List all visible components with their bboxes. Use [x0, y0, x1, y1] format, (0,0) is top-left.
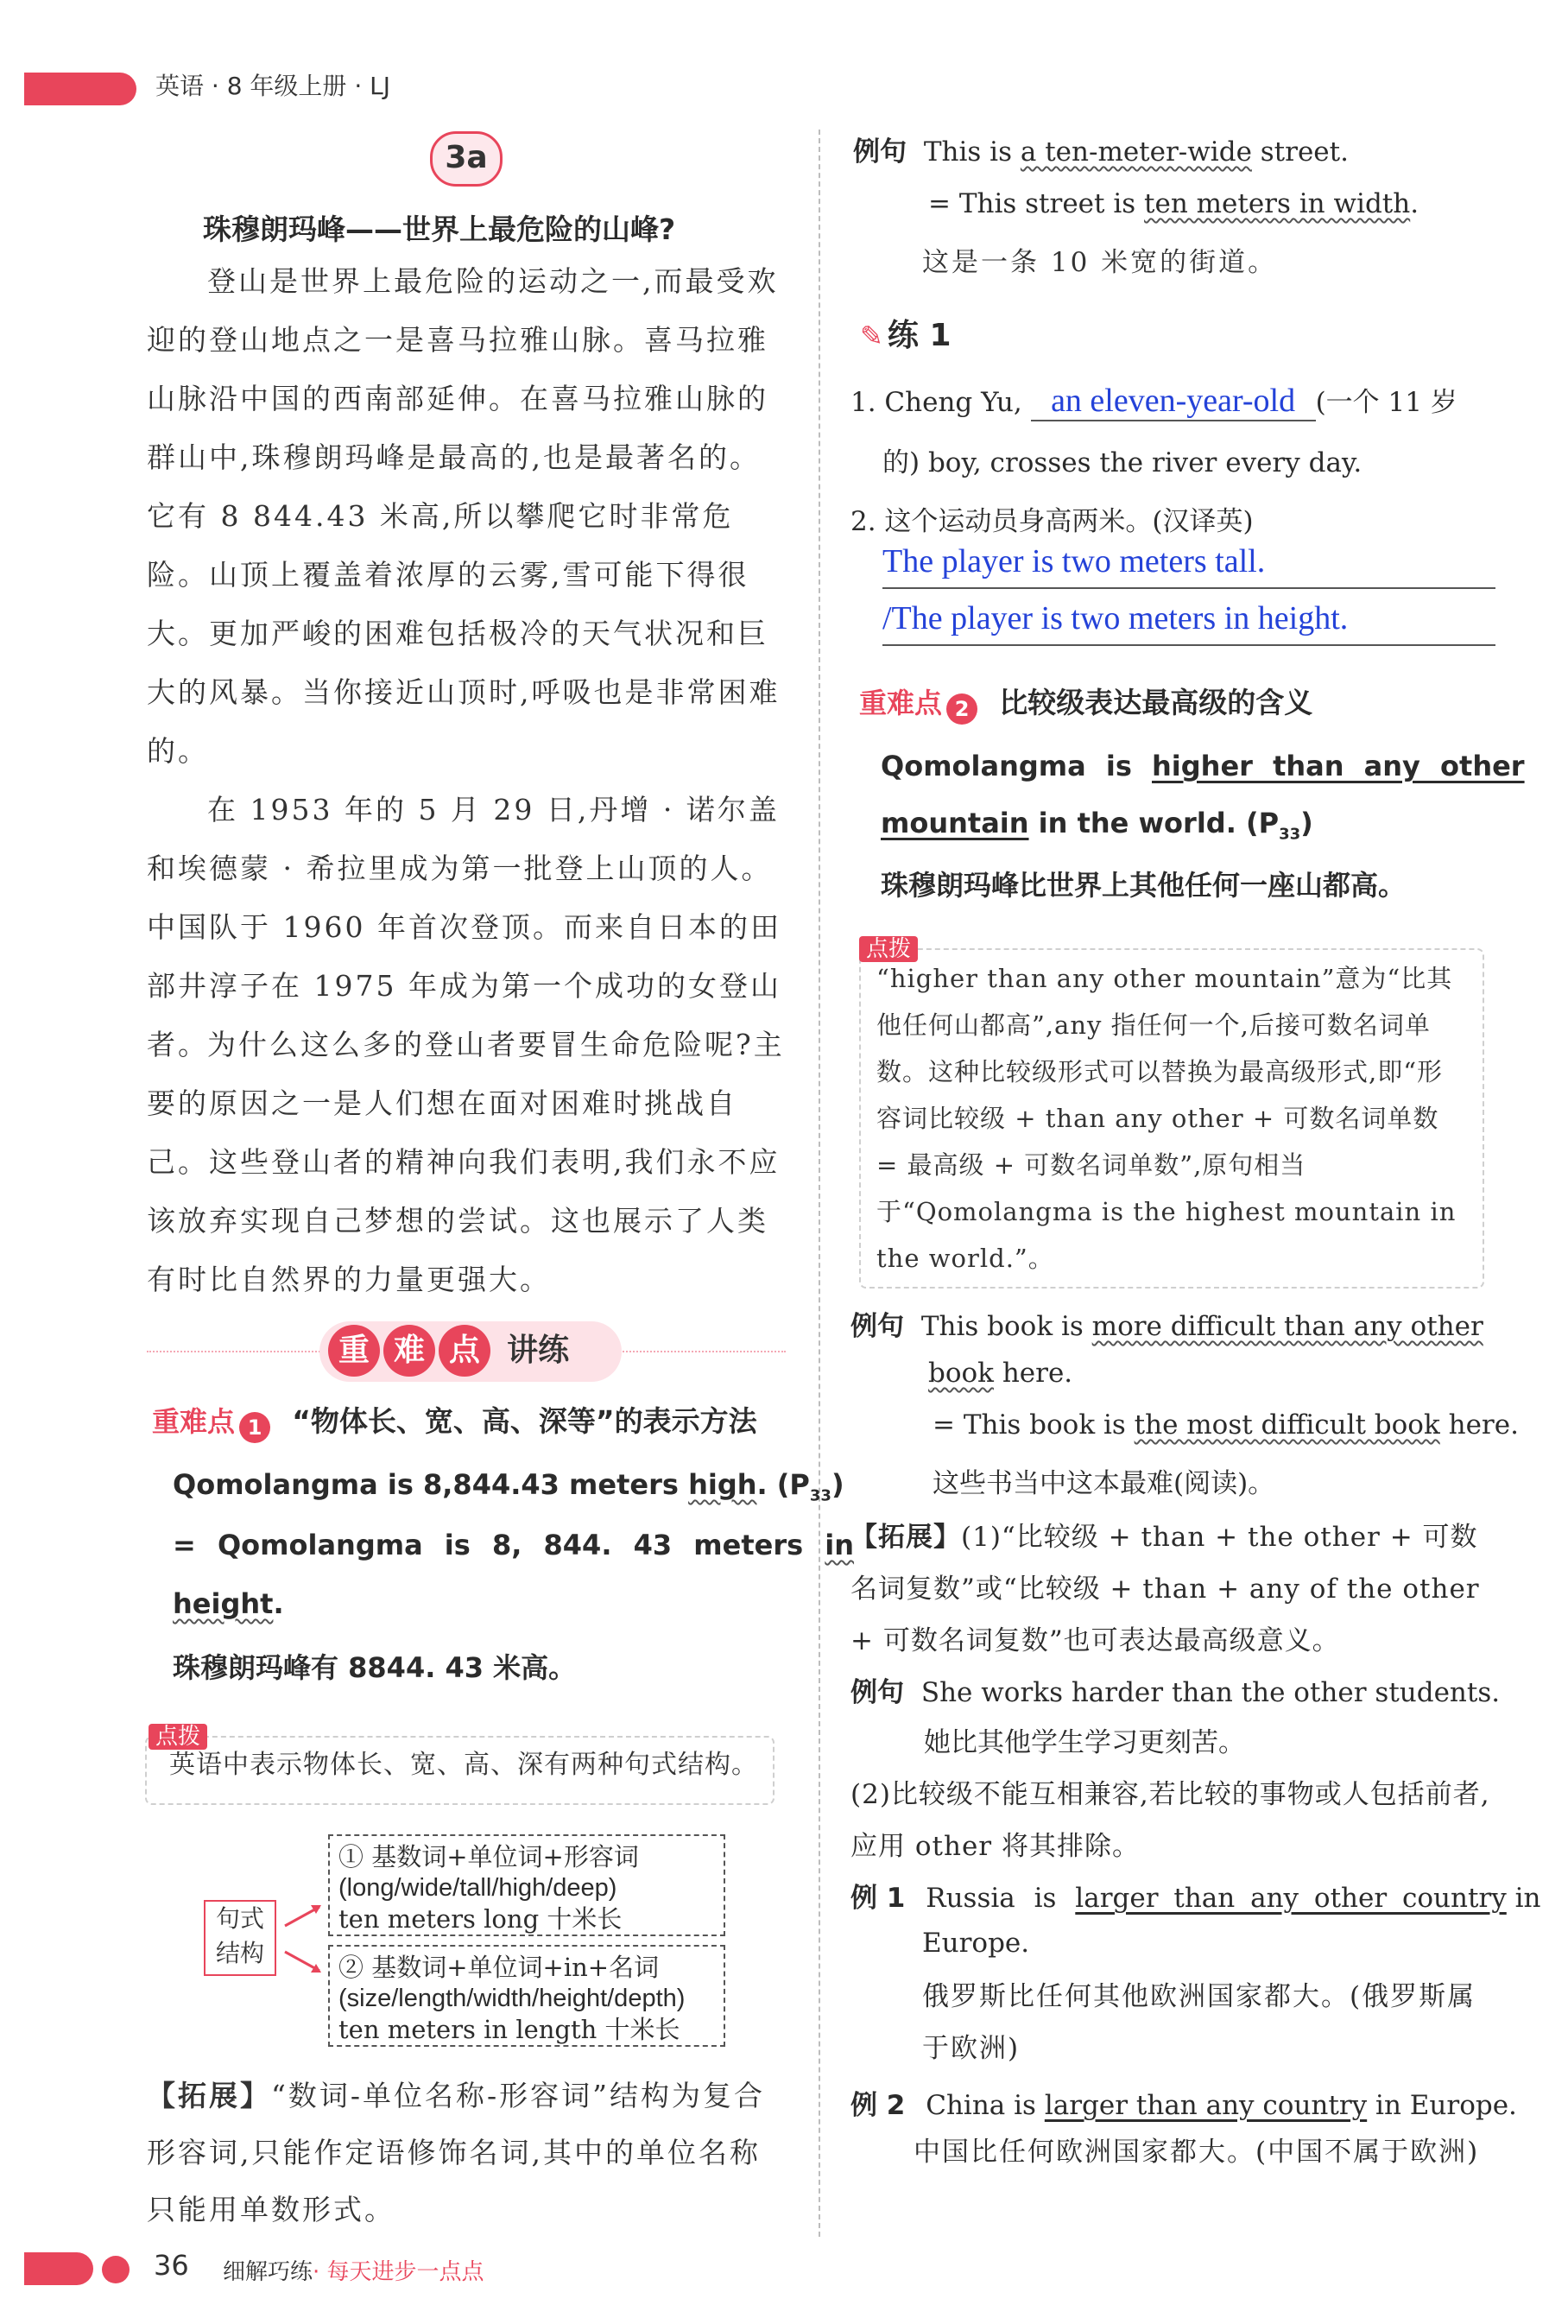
kp1-ex1-ref: . (P [756, 1468, 810, 1501]
banner-char-2: 难 [383, 1325, 435, 1377]
footer-brand [223, 2254, 484, 2286]
r-example-2 [928, 188, 1419, 219]
key-point-2-heading [859, 681, 1312, 725]
key-point-2-title: 比较级表达最高级的含义 [999, 686, 1313, 719]
kp2-example [881, 750, 1525, 782]
kp1-example-2 [173, 1529, 855, 1561]
kp2-extension-1 [850, 1511, 1500, 1667]
structure-1-line-1: ① 基数词+单位词+形容词 [338, 1842, 639, 1871]
kp2-ex-text-2: in the world. (P [1028, 807, 1280, 839]
key-point-title: “物体长、宽、高、深等”的表示方法 [292, 1404, 757, 1438]
kp2-ex-ref-sub: 33 [1279, 825, 1301, 844]
r-example-1 [853, 130, 1349, 168]
kp2-eg1-text: This book is [920, 1311, 1092, 1342]
kp1-tip-tag-text: 点拨 [149, 1724, 207, 1750]
e2-text: China is [926, 2090, 1045, 2121]
kp2-eg2-end: here. [1439, 1409, 1519, 1441]
kp2-eg-label: 例句 [850, 1311, 904, 1342]
kp2-example-cont [881, 807, 1313, 843]
kp1-extension-tag: 【拓展】 [147, 2079, 271, 2112]
r-example-chinese: 这是一条 10 米宽的街道。 [922, 247, 1278, 278]
kp2-ex-emph: higher than any other [1152, 750, 1525, 782]
kp1-ex1-ref-sub: 33 [809, 1486, 831, 1505]
practice-heading [860, 311, 952, 355]
structure-1-box [328, 1834, 725, 1936]
e2-emph: larger than any country [1044, 2090, 1368, 2121]
r-eg2-end: . [1410, 188, 1419, 219]
e2-line [850, 2083, 1517, 2122]
key-point-label: 重难点 [152, 1405, 236, 1438]
structure-1-line-3: ten meters long 十米长 [338, 1904, 623, 1934]
question-2: 2. 这个运动员身高两米。(汉译英) [850, 506, 1254, 537]
kp1-ex2-emph: in [825, 1529, 855, 1561]
banner-char-1: 重 [328, 1325, 380, 1377]
e1-chinese: 俄罗斯比任何其他欧洲国家都大。(俄罗斯属于欧洲) [922, 1981, 1476, 2064]
q1-cont: 的) boy, crosses the river every day. [882, 447, 1363, 478]
r-eg2-text: = This street is [928, 188, 1145, 219]
q1-prefix: 1. Cheng Yu, [850, 387, 1022, 418]
kp2-extension-2: (2)比较级不能互相兼容,若比较的事物或人包括前者,应用 other 将其排除。 [850, 1779, 1490, 1862]
structure-label-line-1: 句式 [215, 1904, 264, 1933]
structure-2-line-3: ten meters in length 十米长 [338, 2015, 680, 2044]
practice-title: 练 1 [887, 318, 952, 353]
key-point-1-heading [152, 1399, 757, 1443]
header-title: 英语 · 8 年级上册 · LJ [155, 72, 390, 100]
article-paragraph-2: 在 1953 年的 5 月 29 日,丹增 · 诺尔盖和埃德蒙 · 希拉里成为第一批登上山顶的人。中国队于 1960 年首次登顶。而来自日本的田部井淳子在 1975 年成为第一个成功的女登山者。 [147, 793, 781, 1061]
article-paragraph-1: 登山是世界上最危险的运动之一,而最受欢迎的登山地点之一是喜马拉雅山脉。喜马拉雅山脉沿中国的西南部延伸。在喜马拉雅山脉的群山中,珠穆朗玛峰是最高的,也是最著名的。它有 8 844.43 米高,所以攀爬它时非常危险。山顶上覆盖着浓厚的云雾,雪可能下得很大。更加严峻的困难包括极冷的天气状况和巨大的风暴。当你接近山顶时,呼吸也是非常困难的。 [147, 264, 781, 768]
kp2-eg1-emph: more difficult than any other [1091, 1311, 1483, 1342]
kp1-example-2-cont [173, 1587, 284, 1620]
key-point-2-number: 2 [946, 693, 977, 725]
structure-2-box [328, 1945, 725, 2047]
section-banner [147, 1321, 786, 1384]
e1-emph: larger than any other country [1075, 1883, 1507, 1914]
kp1-ex1-emph: high [688, 1468, 757, 1501]
page-number: 36 [154, 2249, 189, 2282]
kp2-tip-tag-text: 点拨 [859, 936, 918, 962]
structure-label-box [204, 1900, 276, 1976]
r-example-label: 例句 [853, 136, 907, 168]
q2-answer-2: /The player is two meters in height. [882, 599, 1495, 646]
e1-text: Russia is [926, 1883, 1076, 1914]
structure-1-line-2: (long/wide/tall/high/deep) [338, 1874, 617, 1902]
r-eg2-emph: ten meters in width [1144, 188, 1411, 219]
article-title: 珠穆朗玛峰——世界上最危险的山峰? [203, 212, 676, 246]
section-badge: 3a [430, 131, 503, 187]
kp1-example-1 [173, 1468, 844, 1504]
kp2-ex-emph-2: mountain [881, 807, 1029, 839]
structure-label-line-2: 结构 [215, 1939, 264, 1967]
banner-char-4: 讲 [507, 1333, 539, 1368]
structure-2-line-1: ② 基数词+单位词+in+名词 [338, 1953, 660, 1982]
kp2-eg-1-cont [928, 1358, 1072, 1389]
kp1-chinese: 珠穆朗玛峰有 8844. 43 米高。 [173, 1651, 577, 1684]
kp2-eg2-emph: the most difficult book [1134, 1409, 1440, 1441]
kp2-eg3-label: 例句 [850, 1677, 904, 1708]
footer-brand-name: 细解巧练 [223, 2259, 313, 2285]
kp1-ex1-end: ) [831, 1468, 844, 1501]
kp2-eg-3 [850, 1670, 1500, 1709]
q1-suffix: (一个 11 岁 [1315, 387, 1457, 418]
kp2-eg3-text: She works harder than the other students. [920, 1677, 1501, 1708]
footer-slogan: · 每天进步一点点 [313, 2259, 484, 2285]
e2-chinese: 中国比任何欧洲国家都大。(中国不属于欧洲) [914, 2137, 1480, 2168]
header-accent-bar [24, 73, 136, 105]
q2-answer-1: The player is two meters tall. [882, 542, 1495, 589]
footer-accent-bar [24, 2252, 93, 2285]
kp2-chinese: 珠穆朗玛峰比世界上其他任何一座山都高。 [881, 869, 1407, 902]
kp2-eg-1 [850, 1304, 1483, 1343]
e1-cont: Europe. [922, 1928, 1030, 1959]
kp2-ex-text: Qomolangma is [881, 750, 1152, 782]
kp2-eg-chinese: 这些书当中这本最难(阅读)。 [933, 1468, 1275, 1499]
e1-label: 例 1 [850, 1883, 906, 1914]
kp2-eg1-end: here. [993, 1358, 1073, 1389]
kp1-ex2-end: . [273, 1587, 284, 1620]
structure-arrows [276, 1865, 328, 2021]
banner-char-5: 练 [538, 1333, 570, 1368]
kp1-tip-text: 英语中表示物体长、宽、高、深有两种句式结构。 [169, 1750, 758, 1780]
e2-end: in Europe. [1367, 2090, 1517, 2121]
r-eg1-text: This is [923, 136, 1021, 168]
structure-2-line-2: (size/length/width/height/depth) [338, 1985, 686, 2012]
kp2-extension-tag: 【拓展】 [850, 1522, 961, 1553]
kp1-ex2-emph-2: height [173, 1587, 274, 1620]
kp2-extension-1-text: (1)“比较级 + than + the other + 可数名词复数”或“比较级 + than + any of the other + 可数名词复数”也可表达最高级意义。 [850, 1522, 1480, 1656]
footer-accent-dot [102, 2256, 130, 2283]
pencil-icon: ✎ [860, 320, 883, 352]
key-point-number: 1 [239, 1412, 270, 1443]
question-1 [850, 380, 1457, 421]
e1-line [850, 1876, 1541, 1915]
e1-end: in [1506, 1883, 1541, 1914]
r-eg1-end: street. [1251, 136, 1349, 168]
kp2-eg-2 [933, 1409, 1519, 1441]
banner-char-3: 点 [439, 1325, 490, 1377]
kp1-ex1-text: Qomolangma is 8,844.43 meters [173, 1468, 689, 1501]
article-paragraph-3: 为什么这么多的登山者要冒生命危险呢?主要的原因之一是人们想在面对困难时挑战自己。这些登山者的精神向我们表明,我们永不应该放弃实现自己梦想的尝试。这也展示了人类有时比自然界的力量更强大。 [147, 1028, 785, 1296]
kp1-ex2-text: = Qomolangma is 8, 844. 43 meters [173, 1529, 825, 1561]
kp2-eg2-text: = This book is [933, 1409, 1135, 1441]
kp1-extension [147, 2068, 787, 2239]
kp2-tip-text: “higher than any other mountain”意为“比其他任何山都高”,any 指任何一个,后接可数名词单数。这种比较级形式可以替换为最高级形式,即“形容词比较级 + than any other + 可数名词单数 = 最高级 + 可数名词单数”,原句相当于“Qomolangma is the highest mountain in the world.”。 [876, 964, 1457, 1273]
key-point-2-label: 重难点 [859, 687, 943, 719]
q1-answer: an eleven-year-old [1031, 382, 1316, 421]
r-eg1-emph: a ten-meter-wide [1020, 136, 1252, 168]
kp2-ex-end: ) [1300, 807, 1313, 839]
kp2-eg3-chinese: 她比其他学生学习更刻苦。 [924, 1727, 1245, 1758]
kp2-eg1-emph-2: book [928, 1358, 994, 1389]
kp1-extension-text: “数词-单位名称-形容词”结构为复合形容词,只能作定语修饰名词,其中的单位名称只能用单数形式。 [147, 2079, 766, 2226]
column-divider [819, 130, 820, 2237]
e2-label: 例 2 [850, 2090, 906, 2121]
